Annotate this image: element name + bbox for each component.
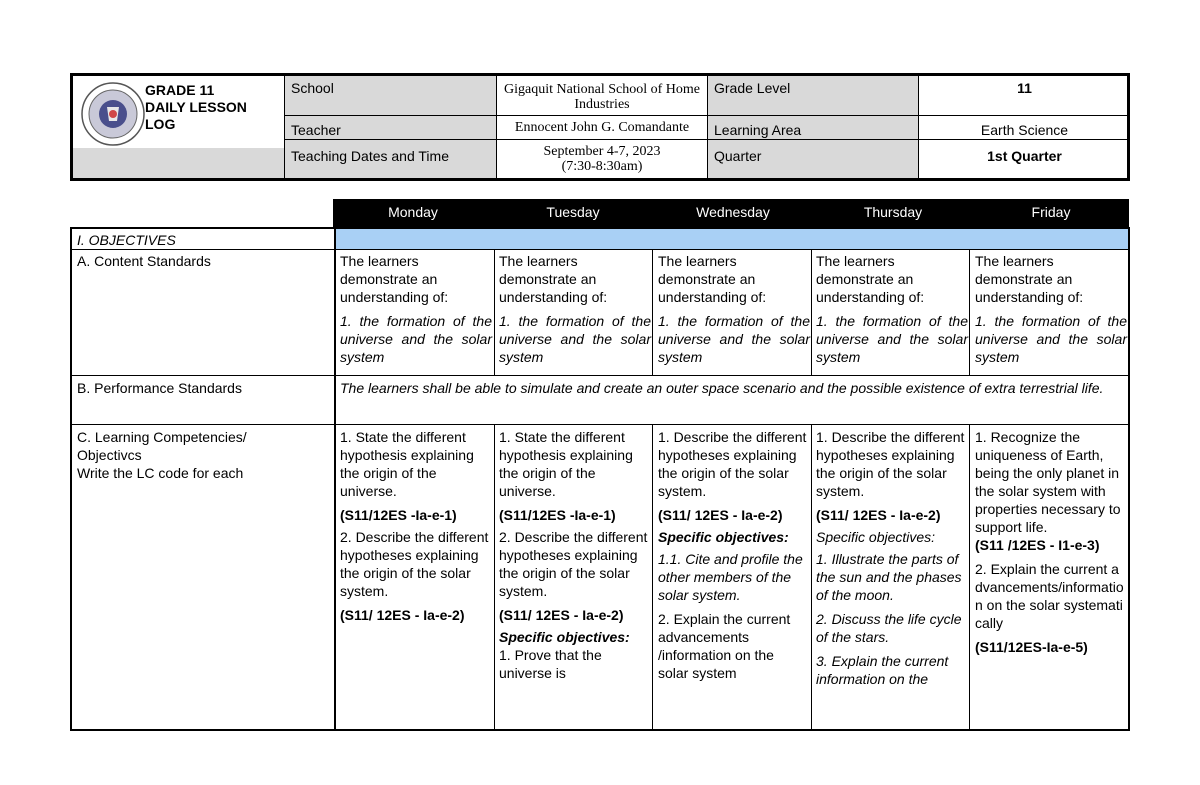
cs-line: understanding of: xyxy=(816,289,925,305)
content-standard-friday xyxy=(975,252,1127,366)
cs-line: demonstrate an xyxy=(975,271,1073,287)
cs-line: The learners xyxy=(975,253,1054,269)
day-monday: Monday xyxy=(388,204,438,220)
school-value: Gigaquit National School of Home Industries xyxy=(504,82,700,112)
cs-line: The learners xyxy=(816,253,895,269)
cs-item: 1. the formation of the universe and the solar system xyxy=(340,313,492,365)
lc-code: (S11/12ES-Ia-e-5) xyxy=(975,639,1088,655)
cs-line: understanding of: xyxy=(658,289,767,305)
competency-item: 1. State the different hypothesis explaining the origin of the universe. xyxy=(499,429,633,499)
cs-item: 1. the formation of the universe and the solar system xyxy=(499,313,651,365)
divider xyxy=(494,424,495,729)
grade-level-value: 11 xyxy=(1017,80,1032,96)
content-standards-label: A. Content Standards xyxy=(77,253,211,269)
content-standard-thursday xyxy=(816,252,968,366)
header-table xyxy=(70,73,1130,181)
day-thursday: Thursday xyxy=(863,204,923,220)
page-title xyxy=(145,82,285,133)
teacher-label: Teacher xyxy=(285,116,496,139)
objectives-band xyxy=(336,229,1128,249)
lc-code: (S11/12ES -Ia-e-1) xyxy=(340,507,457,523)
cs-line: demonstrate an xyxy=(816,271,914,287)
divider xyxy=(72,375,1128,376)
competency-item: 1. Describe the different hypotheses explaining the origin of the solar system. xyxy=(658,429,807,499)
cs-line: understanding of: xyxy=(975,289,1084,305)
competency-item: 1. Prove that the universe is xyxy=(499,647,602,681)
lc-code: (S11 /12ES - I1-e-3) xyxy=(975,537,1100,553)
teacher-value: Ennocent John G. Comandante xyxy=(514,120,690,135)
dates-line-2: (7:30-8:30am) xyxy=(561,159,643,174)
cs-item: 1. the formation of the universe and the solar system xyxy=(658,313,810,365)
cs-line: understanding of: xyxy=(499,289,608,305)
divider xyxy=(811,249,812,375)
learning-area-label: Learning Area xyxy=(708,116,918,139)
competency-tuesday xyxy=(499,428,649,682)
divider xyxy=(811,424,812,729)
dates-label: Teaching Dates and Time xyxy=(285,140,496,178)
competency-item: 1. Illustrate the parts of the sun and the phases of the moon. xyxy=(816,551,962,603)
objectives-heading: I. OBJECTIVES xyxy=(77,232,176,248)
specific-objectives-heading: Specific objectives: xyxy=(658,529,789,545)
performance-standards-label: B. Performance Standards xyxy=(77,380,242,396)
day-friday: Friday xyxy=(1031,204,1071,220)
cs-item: 1. the formation of the universe and the solar system xyxy=(816,313,968,365)
performance-standard-text: The learners shall be able to simulate and create an outer space scenario and the possible existence of extra terrestrial life. xyxy=(340,380,1104,396)
cs-line: The learners xyxy=(340,253,419,269)
learning-area-value: Earth Science xyxy=(980,122,1069,138)
cs-line: demonstrate an xyxy=(340,271,438,287)
competency-item: 1. Recognize the uniqueness of Earth, being the only planet in the solar system with properties necessary to support life. xyxy=(975,429,1121,535)
lc-code: (S11/ 12ES - Ia-e-2) xyxy=(816,507,941,523)
competency-item: 1. State the different hypothesis explaining the origin of the universe. xyxy=(340,429,474,499)
competencies-label-line-3: Write the LC code for each xyxy=(77,465,244,481)
day-tuesday: Tuesday xyxy=(546,204,600,220)
competency-item: 1.1. Cite and profile the other members of the solar system. xyxy=(658,551,803,603)
competency-item: 1. Describe the different hypotheses explaining the origin of the solar system. xyxy=(816,429,965,499)
competencies-label-line-2: Objectivcs xyxy=(77,447,142,463)
divider xyxy=(652,424,653,729)
divider xyxy=(494,249,495,375)
quarter-value: 1st Quarter xyxy=(987,148,1062,164)
divider xyxy=(969,249,970,375)
title-line-1: GRADE 11 xyxy=(145,82,215,98)
competency-item: 2. Explain the current advancements/information on the solar systematically xyxy=(975,561,1124,631)
lc-code: (S11/ 12ES - Ia-e-2) xyxy=(658,507,783,523)
specific-objectives-heading: Specific objectives: xyxy=(499,629,630,645)
competencies-label-line-1: C. Learning Competencies/ xyxy=(77,429,247,445)
cs-line: understanding of: xyxy=(340,289,449,305)
title-line-2: DAILY LESSON xyxy=(145,99,247,115)
competency-item: 2. Explain the current advancements /information on the solar system xyxy=(658,611,791,681)
day-header-bar xyxy=(333,199,1129,228)
competency-item: 2. Describe the different hypotheses explaining the origin of the solar system. xyxy=(499,529,648,599)
competencies-label xyxy=(77,428,327,482)
dates-line-1: September 4-7, 2023 xyxy=(543,144,661,159)
cs-item: 1. the formation of the universe and the solar system xyxy=(975,313,1127,365)
deped-seal-icon xyxy=(79,81,147,147)
content-standard-monday xyxy=(340,252,492,366)
competency-friday xyxy=(975,428,1125,656)
grade-level-label: Grade Level xyxy=(708,76,918,115)
quarter-label: Quarter xyxy=(708,140,918,178)
title-gray-band xyxy=(73,148,284,178)
competency-item: 3. Explain the current information on the xyxy=(816,653,949,687)
school-label: School xyxy=(285,76,496,115)
lc-code: (S11/ 12ES - Ia-e-2) xyxy=(499,607,624,623)
cs-line: The learners xyxy=(658,253,737,269)
title-line-3: LOG xyxy=(145,116,176,132)
lc-code: (S11/12ES -Ia-e-1) xyxy=(499,507,616,523)
competency-item: 2. Describe the different hypotheses explaining the origin of the solar system. xyxy=(340,529,489,599)
dates-value xyxy=(497,140,707,178)
divider xyxy=(334,229,336,729)
content-standard-wednesday xyxy=(658,252,810,366)
content-standard-tuesday xyxy=(499,252,651,366)
competency-thursday xyxy=(816,428,966,726)
lc-code: (S11/ 12ES - Ia-e-2) xyxy=(340,607,465,623)
competency-wednesday xyxy=(658,428,808,682)
day-wednesday: Wednesday xyxy=(696,204,770,220)
cs-line: demonstrate an xyxy=(658,271,756,287)
divider xyxy=(969,424,970,729)
cs-line: demonstrate an xyxy=(499,271,597,287)
competency-item: 2. Discuss the life cycle of the stars. xyxy=(816,611,962,645)
specific-objectives-heading: Specific objectives: xyxy=(816,529,936,545)
competency-monday xyxy=(340,428,490,624)
divider xyxy=(652,249,653,375)
objectives-table xyxy=(70,227,1130,731)
cs-line: The learners xyxy=(499,253,578,269)
